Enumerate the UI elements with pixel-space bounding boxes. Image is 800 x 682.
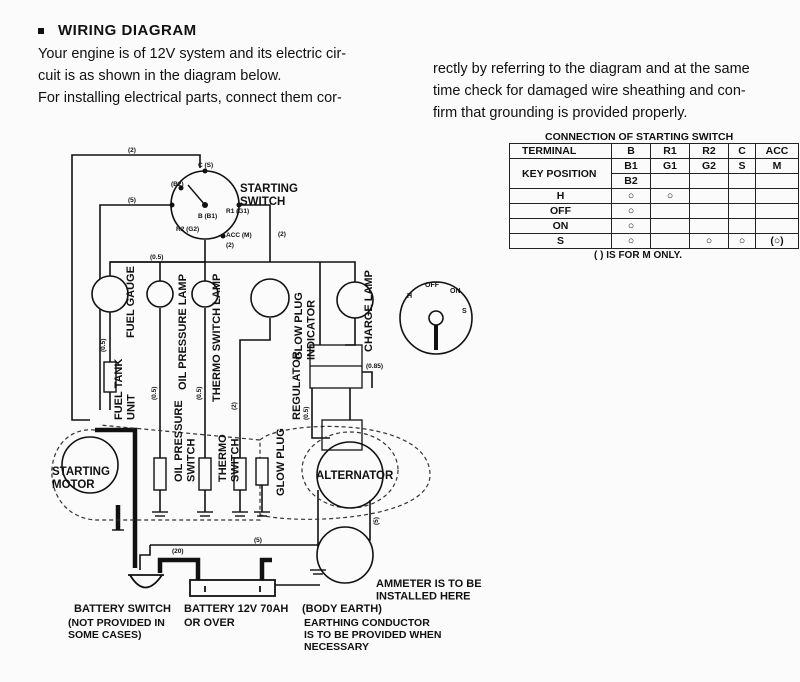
wire-label: (0.5) [196, 386, 203, 400]
label-line: OIL PRESSURE [173, 400, 185, 482]
or-over-label: OR OVER [184, 617, 235, 629]
terminal-label: R2 (G2) [176, 226, 200, 233]
wire-label: (0.5) [150, 254, 164, 261]
header-cell: ACC [756, 144, 799, 159]
battery-switch-icon [128, 575, 164, 588]
regulator-icon [310, 345, 362, 450]
thermo-switch-icon [199, 458, 211, 490]
table-note: ( ) IS FOR M ONLY. [594, 250, 682, 261]
wire-label: (0.5) [151, 386, 158, 400]
wire-label: (2) [128, 147, 136, 154]
wire-label: (20) [172, 548, 184, 555]
label-line: STARTING [240, 183, 298, 195]
oil-pressure-lamp-label: OIL PRESSURE LAMP [177, 274, 189, 390]
wire-label: (5) [128, 197, 136, 204]
wire-label: (2) [226, 242, 234, 249]
continued-line: rectly by referring to the diagram and at the same [433, 61, 750, 77]
wire [110, 262, 355, 282]
ammeter-icon [317, 527, 373, 583]
starting-motor-label [52, 466, 110, 491]
label-line: AMMETER IS TO BE [376, 578, 482, 590]
subheader-cell: B1 [612, 159, 651, 174]
wire-label: (5) [254, 537, 262, 544]
subheader-cell: G1 [651, 159, 690, 174]
table-cell: ○ [690, 234, 729, 249]
heading-text: WIRING DIAGRAM [58, 22, 197, 39]
glow-plug-indicator-label [293, 292, 318, 360]
battery-icon [190, 580, 275, 596]
oil-pressure-switch-label [173, 400, 198, 482]
table-cell: ○ [729, 234, 756, 249]
continued-line: time check for damaged wire sheathing and con- [433, 83, 746, 99]
terminal-label: (B2) [171, 181, 184, 188]
glow-plug-indicator-icon [251, 279, 289, 317]
wire-label: (5) [373, 517, 380, 525]
table-cell: ○ [612, 204, 651, 219]
intro-line: For installing electrical parts, connect them cor- [38, 90, 342, 106]
wire-label: (0.85) [366, 363, 383, 370]
row-label: S [510, 234, 612, 249]
terminal-label: C (S) [198, 162, 214, 169]
wire [140, 545, 150, 570]
wire-label: (0.5) [100, 338, 107, 352]
label-line: THERMO [217, 434, 229, 482]
charge-lamp-label: CHARGE LAMP [363, 270, 375, 352]
intro-line: cuit is as shown in the diagram below. [38, 68, 282, 84]
oil-pressure-switch-icon [154, 458, 166, 490]
table-cell: ○ [612, 234, 651, 249]
label-line: SWITCH [185, 438, 198, 482]
thermo-switch-lamp-label: THERMO SWITCH LAMP [211, 273, 223, 402]
wire [240, 318, 270, 458]
alternator-label: ALTERNATOR [316, 470, 394, 482]
row-label: H [510, 189, 612, 204]
battery-cable [160, 560, 198, 580]
key-position-label: KEY POSITION [510, 159, 612, 189]
label-line: SWITCH [229, 438, 242, 482]
wire-label: (2) [278, 231, 286, 238]
wire [345, 318, 355, 345]
label-line: GLOW PLUG [293, 292, 305, 360]
glow-plug-label: GLOW PLUG [275, 428, 287, 496]
label-line: UNIT [125, 394, 138, 420]
label-line: FUEL TANK [113, 358, 125, 420]
row-label: ON [510, 219, 612, 234]
wire [362, 372, 372, 388]
terminal-label: B (B1) [198, 213, 218, 220]
not-provided-label [68, 617, 165, 641]
label-line: STARTING [52, 466, 110, 478]
row-label: OFF [510, 204, 612, 219]
glow-plug-icon [256, 458, 268, 485]
starting-switch-text [240, 183, 298, 208]
key-position-dial [400, 282, 472, 354]
earthing-label [304, 617, 442, 653]
header-cell: R2 [690, 144, 729, 159]
label-line: NECESSARY [304, 641, 369, 654]
table-title: CONNECTION OF STARTING SWITCH [545, 131, 734, 143]
key-label-s: S [462, 308, 467, 315]
terminal-label: ACC (M) [226, 232, 252, 239]
header-cell: C [729, 144, 756, 159]
subheader-cell: G2 [690, 159, 729, 174]
terminal-label: R1 (G1) [226, 208, 250, 215]
key-label-h: H [407, 293, 413, 300]
fuel-gauge-icon [92, 276, 128, 312]
ammeter-label [376, 578, 482, 603]
table-cell: (○) [756, 234, 799, 249]
wire-label: (2) [231, 402, 238, 410]
key-label-on: ON [450, 288, 461, 295]
battery-cable [95, 430, 135, 568]
label-line: IS TO BE PROVIDED WHEN [304, 629, 442, 642]
header-cell: R1 [651, 144, 690, 159]
wire-label: (0.5) [303, 406, 310, 420]
key-label-off: OFF [425, 282, 439, 289]
battery-cable [262, 560, 272, 580]
thermo-switch-label [217, 434, 242, 482]
table-cell: ○ [612, 219, 651, 234]
label-line: SWITCH [240, 196, 286, 209]
continued-line: firm that grounding is provided properly. [433, 105, 688, 121]
starting-switch-label [240, 183, 298, 208]
label-line: INDICATOR [305, 299, 318, 360]
battery-switch-label: BATTERY SWITCH [74, 603, 171, 615]
fuel-tank-unit-label [113, 359, 138, 420]
subheader-cell: S [729, 159, 756, 174]
label-line: EARTHING CONDUCTOR [304, 617, 430, 629]
table-cell: ○ [612, 189, 651, 204]
regulator-label: REGULATOR [291, 351, 303, 420]
label-line: SOME CASES) [68, 629, 142, 642]
battery-label: BATTERY 12V 70AH [184, 603, 289, 615]
oil-pressure-lamp-icon [147, 281, 173, 307]
header-cell: B [612, 144, 651, 159]
subheader-cell: M [756, 159, 799, 174]
ground-symbols [112, 512, 326, 574]
wire [312, 388, 330, 438]
intro-line: Your engine is of 12V system and its electric cir- [38, 46, 347, 62]
table-cell: ○ [651, 189, 690, 204]
subheader-cell: B2 [612, 174, 651, 189]
label-line: INSTALLED HERE [376, 590, 471, 603]
body-earth-label: (BODY EARTH) [302, 603, 382, 615]
terminal-label: TERMINAL [510, 144, 612, 159]
label-line: MOTOR [52, 479, 95, 492]
fuel-gauge-label: FUEL GAUGE [125, 266, 137, 338]
label-line: (NOT PROVIDED IN [68, 617, 165, 629]
